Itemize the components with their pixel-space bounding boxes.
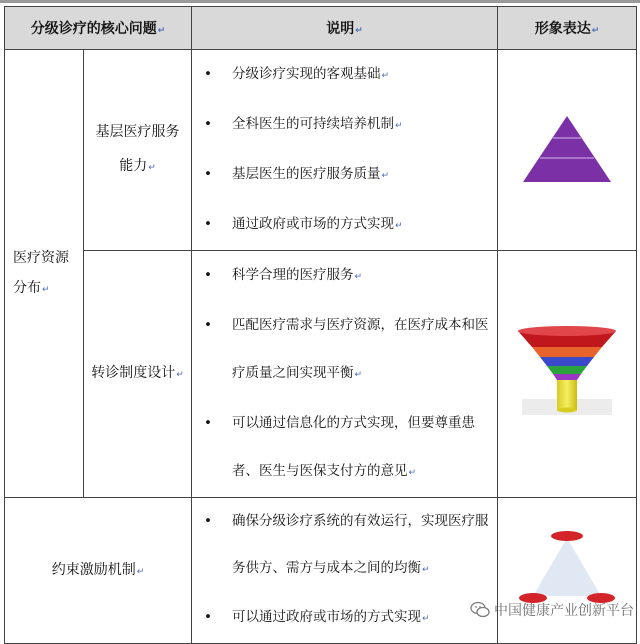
- list-item: • 分级诊疗实现的客观基础↵: [204, 66, 390, 82]
- table-row: [5, 251, 637, 498]
- incentive-mechanism-cell: 约束激励机制↵: [5, 498, 192, 644]
- pyramid-icon: [517, 108, 617, 188]
- tiered-care-table: [4, 6, 637, 644]
- resource-distribution-cell: 医疗资源 分布↵: [5, 50, 84, 498]
- grassroots-capacity-cell: 基层医疗服务 能力↵: [84, 50, 192, 251]
- referral-design-cell: 转诊制度设计↵: [84, 251, 192, 498]
- header-visual: 形象表达↵: [498, 7, 637, 50]
- funnel-cell: [498, 251, 637, 498]
- list-item: • 可以通过政府或市场的方式实现↵: [204, 609, 430, 625]
- header-row: [5, 7, 637, 50]
- list-item: • 通过政府或市场的方式实现↵: [204, 216, 403, 232]
- header-core-issue: 分级诊疗的核心问题↵: [5, 7, 192, 50]
- list-item: • 基层医生的医疗服务质量↵: [204, 166, 390, 182]
- watermark: 中国健康产业创新平台: [470, 600, 634, 620]
- list-item: • 匹配医疗需求与医疗资源，在医疗成本和医疗质量之间实现平衡↵: [204, 317, 489, 381]
- triangle-diagram-cell: [498, 498, 637, 644]
- list-item: • 确保分级诊疗系统的有效运行，实现医疗服务供方、需方与成本之间的均衡↵: [204, 513, 489, 576]
- incentive-description: [192, 498, 498, 644]
- grassroots-description: [192, 50, 498, 251]
- table-row: [5, 50, 637, 251]
- wechat-icon: [470, 600, 490, 620]
- top-rule: [0, 0, 640, 3]
- list-item: • 可以通过信息化的方式实现，但要尊重患者、医生与医保支付方的意见↵: [204, 415, 476, 479]
- referral-description: [192, 251, 498, 498]
- list-item: • 全科医生的可持续培养机制↵: [204, 116, 403, 132]
- funnel-icon: [512, 325, 622, 420]
- pyramid-cell: [498, 50, 637, 251]
- table-row: [5, 498, 637, 644]
- list-item: • 科学合理的医疗服务↵: [204, 267, 363, 283]
- header-description: 说明↵: [192, 7, 498, 50]
